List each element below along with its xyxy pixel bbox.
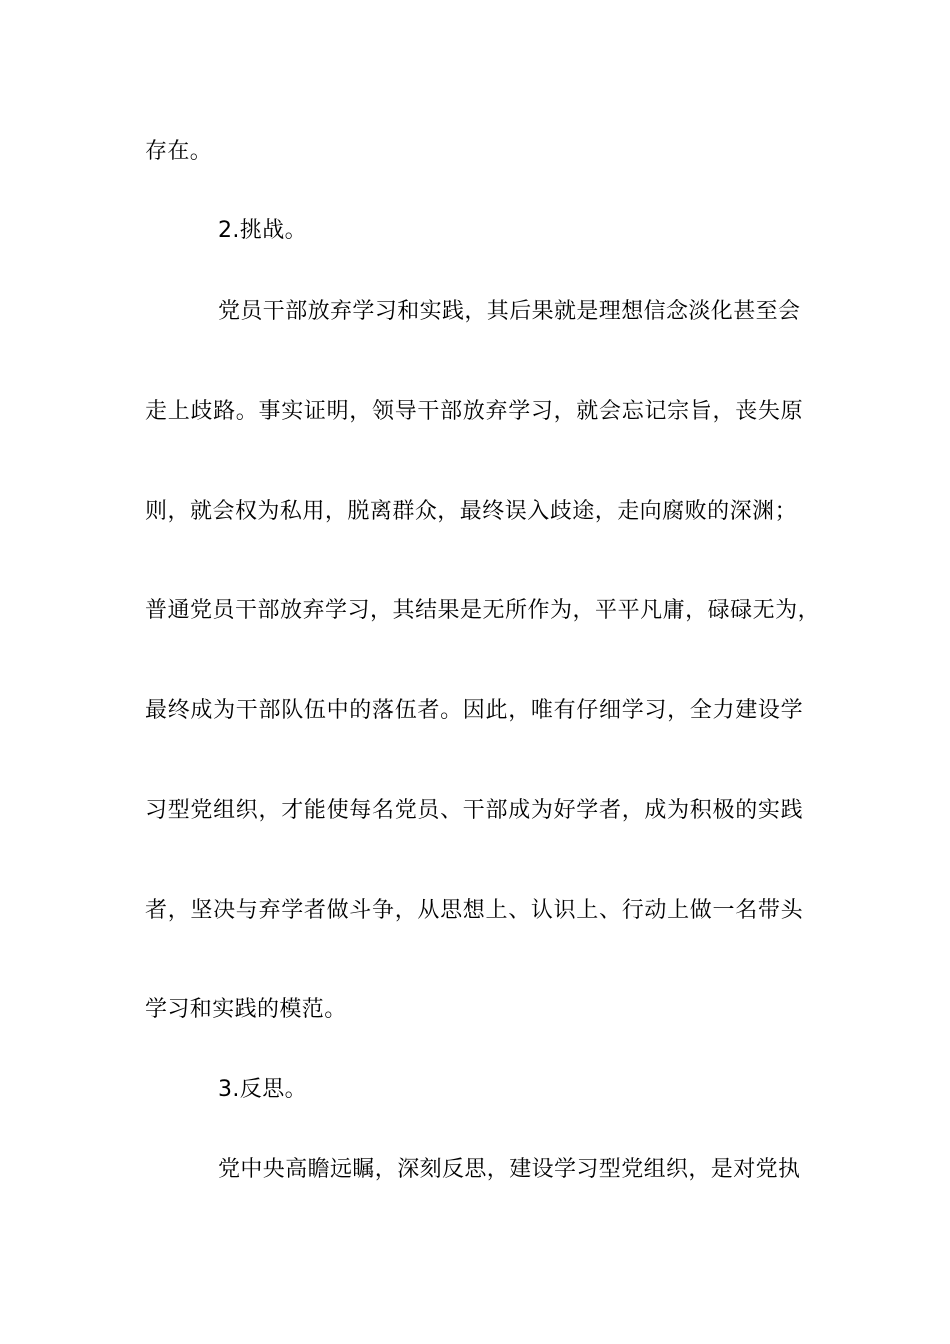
paragraph-line: 学习和实践的模范。 [145, 997, 347, 1022]
paragraph-line: 党员干部放弃学习和实践，其后果就是理想信念淡化甚至会 [218, 299, 801, 324]
paragraph-line: 存在。 [145, 139, 213, 164]
paragraph-line: 最终成为干部队伍中的落伍者。因此，唯有仔细学习，全力建设学 [145, 698, 803, 723]
paragraph-line: 则，就会权为私用，脱离群众，最终误入歧途，走向腐败的深渊； [145, 499, 797, 524]
paragraph-line: 者，坚决与弃学者做斗争，从思想上、认识上、行动上做一名带头 [145, 898, 803, 923]
paragraph-line: 习型党组织，才能使每名党员、干部成为好学者，成为积极的实践 [145, 798, 803, 823]
section-heading: 2.挑战。 [218, 218, 307, 243]
paragraph-line: 党中央高瞻远瞩，深刻反思，建设学习型党组织，是对党执 [218, 1157, 801, 1182]
paragraph-line: 普通党员干部放弃学习，其结果是无所作为，平平凡庸，碌碌无为， [145, 598, 820, 623]
section-heading: 3.反思。 [218, 1077, 307, 1102]
paragraph-line: 走上歧路。事实证明，领导干部放弃学习，就会忘记宗旨，丧失原 [145, 399, 803, 424]
